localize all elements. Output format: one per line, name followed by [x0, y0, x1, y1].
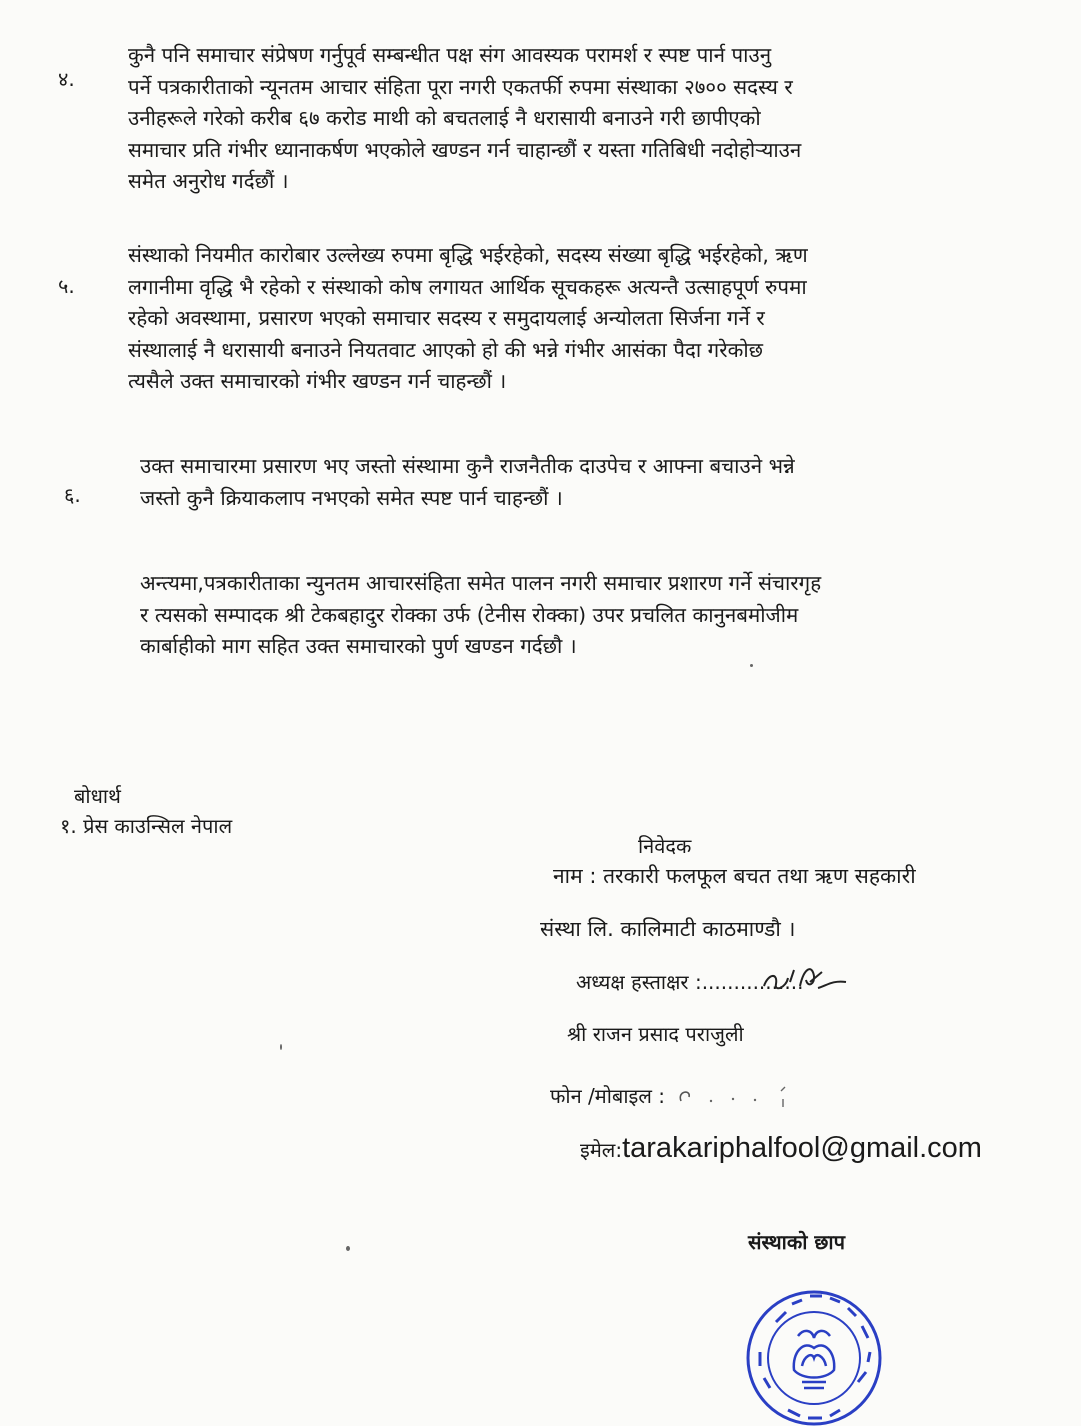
president-name: श्री राजन प्रसाद पराजुली — [567, 1022, 744, 1046]
org-name-line: संस्था लि. कालिमाटी काठमाण्डौ । — [540, 917, 796, 941]
text-line: समेत अनुरोध गर्दछौं । — [128, 169, 289, 193]
text-line: उनीहरूले गरेको करीब ६७ करोड माथी को बचतलाई नै धरासायी बनाउने गरी छापीएको — [128, 106, 761, 130]
text-line: पर्ने पत्रकारीताको न्यूनतम आचार संहिता पूरा नगरी एकतर्फी रुपमा संस्थाका २७०० सदस्य र — [128, 74, 793, 99]
org-name-line: नाम : तरकारी फलफूल बचत तथा ऋण सहकारी — [553, 864, 916, 888]
text-line: कार्बाहीको माग सहित उक्त समाचारको पुर्ण खण्डन गर्दछौ । — [140, 634, 577, 658]
paper-speck — [346, 1246, 350, 1251]
paper-speck — [750, 664, 753, 667]
point-number: ४. — [58, 67, 75, 91]
text-line: संस्थाको नियमीत कारोबार उल्लेख्य रुपमा बृद्धि भईरहेको, सदस्य संख्या बृद्धि भईरहेको, ऋण — [128, 243, 808, 267]
organization-stamp — [742, 1282, 886, 1426]
handwritten-signature — [760, 958, 850, 998]
redacted-phone — [671, 1083, 801, 1113]
closing-paragraph — [140, 568, 1030, 663]
point-number: ६. — [64, 483, 81, 507]
point-number: ५. — [58, 274, 75, 298]
point-paragraph — [128, 40, 1028, 198]
email-value[interactable]: tarakariphalfool@gmail.com — [622, 1132, 982, 1164]
text-line: अन्त्यमा,पत्रकारीताका न्युनतम आचारसंहिता समेत पालन नगरी समाचार प्रशारण गर्ने संचारगृह — [140, 571, 822, 595]
text-line: त्यसैले उक्त समाचारको गंभीर खण्डन गर्न चाहन्छौं । — [128, 369, 507, 393]
text-line: उक्त समाचारमा प्रसारण भए जस्तो संस्थामा कुनै राजनैतीक दाउपेच र आफ्ना बचाउने भन्ने — [140, 454, 795, 478]
email-line — [580, 1132, 982, 1165]
cc-item: १. प्रेस काउन्सिल नेपाल — [60, 814, 233, 838]
text-line: जस्तो कुनै क्रियाकलाप नभएको समेत स्पष्ट पार्न चाहन्छौं । — [140, 485, 563, 510]
paper-speck — [280, 1044, 282, 1050]
point-paragraph — [140, 451, 1040, 514]
text-line: रहेको अवस्थामा, प्रसारण भएको समाचार सदस्य र समुदायलाई अन्योलता सिर्जना गर्ने र — [128, 306, 765, 330]
phone-label: फोन /मोबाइल : — [550, 1084, 666, 1108]
signature-dots: ................ — [701, 970, 804, 994]
text-line: संस्थालाई नै धरासायी बनाउने नियतवाट आएको हो की भन्ने गंभीर आसंका पैदा गरेकोछ — [128, 337, 764, 362]
text-line: कुनै पनि समाचार संप्रेषण गर्नुपूर्व सम्बन्धीत पक्ष संग आवस्यक परामर्श र स्पष्ट पार्न पाउनु — [128, 43, 772, 67]
applicant-heading: निवेदक — [638, 834, 692, 858]
text-line: लगानीमा वृद्धि भै रहेको र संस्थाको कोष लगायत आर्थिक सूचकहरू अत्यन्तै उत्साहपूर्ण रुपमा — [128, 274, 807, 299]
signature-label: अध्यक्ष हस्ताक्षर : — [576, 970, 702, 994]
text-line: समाचार प्रति गंभीर ध्यानाकर्षण भएकोले खण्डन गर्न चाहान्छौं र यस्ता गतिबिधी नदोहोऱ्याउन — [128, 137, 802, 162]
text-line: र त्यसको सम्पादक श्री टेकबहादुर रोक्का उर्फ (टेनीस रोक्का) उपर प्रचलित कानुनबमोजीम — [140, 602, 799, 627]
stamp-label: संस्थाको छाप — [748, 1230, 845, 1254]
email-label: इमेल: — [580, 1138, 623, 1162]
cc-label: बोधार्थ — [74, 784, 121, 808]
phone-line — [550, 1082, 801, 1113]
point-paragraph — [128, 240, 1028, 398]
